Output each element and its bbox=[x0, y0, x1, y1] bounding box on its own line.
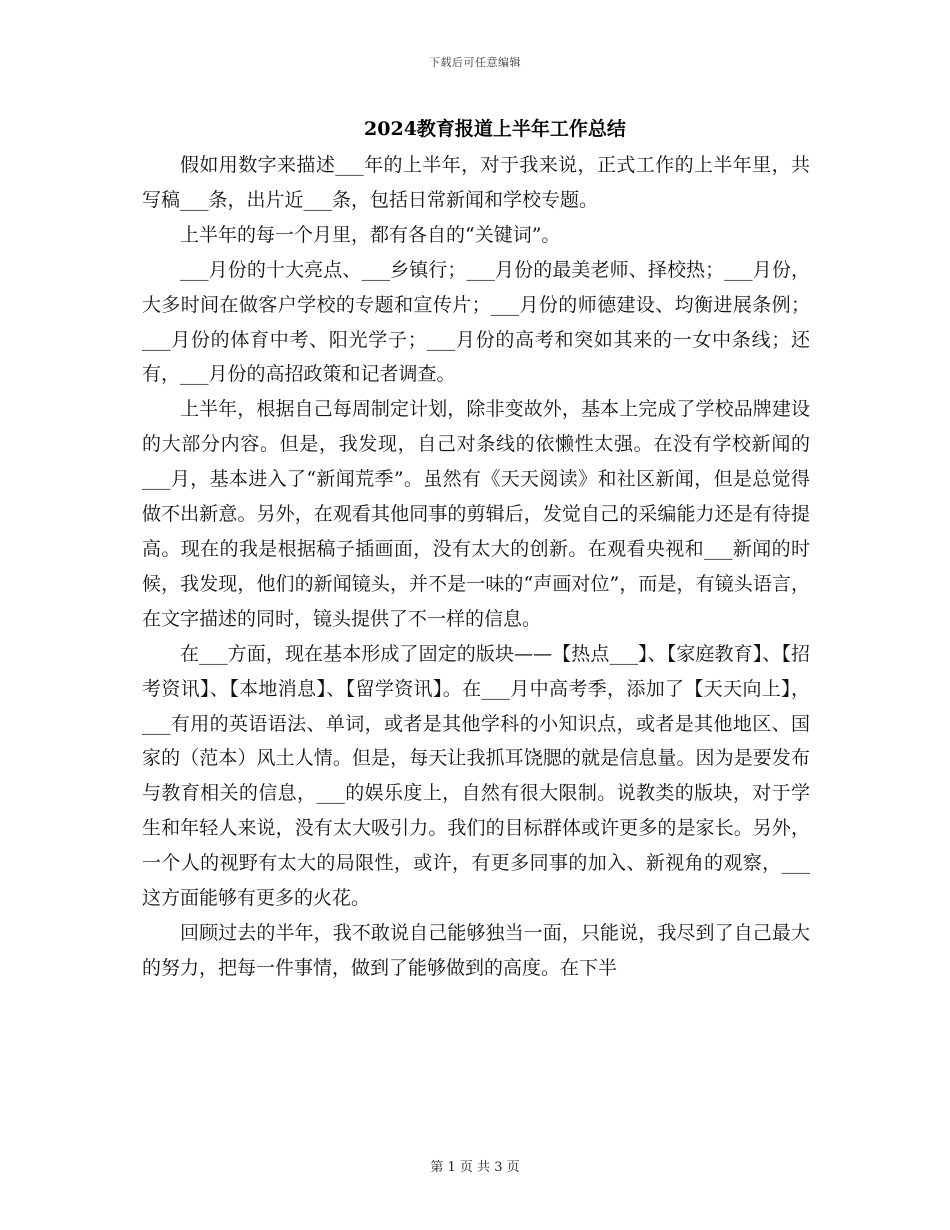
paragraph-6: 回顾过去的半年，我不敢说自己能够独当一面，只能说，我尽到了自己最大的努力，把每一件事情，做到了能够做到的高度。在下半 bbox=[142, 921, 810, 979]
paragraph-4: 上半年，根据自己每周制定计划，除非变故外，基本上完成了学校品牌建设的大部分内容。但是，我发现，自己对条线的依懒性太强。在没有学校新闻的___月，基本进入了“新闻荒季”。虽然有《天天阅读》和社区新闻，但是总觉得做不出新意。另外，在观看其他同事的剪辑后，发觉自己的采编能力还是有待提高。现在的我是根据稿子插画面，没有太大的创新。在观看央视和___新闻的时候，我发现，他们的新闻镜头，并不是一味的“声画对位”，而是，有镜头语言，在文字描述的同时，镜头提供了不一样的信息。 bbox=[142, 398, 810, 630]
paragraph-2: 上半年的每一个月里，都有各自的“关键词”。 bbox=[180, 223, 561, 246]
paragraph-1: 假如用数字来描述___年的上半年，对于我来说，正式工作的上半年里，共写稿___条，出片近___条，包括日常新闻和学校专题。 bbox=[142, 154, 810, 211]
document-title: 2024教育报道上半年工作总结 bbox=[364, 118, 626, 140]
page-number: 第 1 页 共 3 页 bbox=[430, 1160, 520, 1175]
document-body bbox=[142, 148, 810, 986]
paragraph-3: ___月份的十大亮点、___乡镇行；___月份的最美老师、择校热；___月份，大多时间在做客户学校的专题和宣传片；___月份的师德建设、均衡进展条例；___月份的体育中考、阳光学子；___月份的高考和突如其来的一女中条线；还有，___月份的高招政策和记者调查。 bbox=[142, 258, 810, 386]
header-note: 下载后可任意编辑 bbox=[429, 56, 521, 69]
paragraph-5: 在___方面，现在基本形成了固定的版块——【热点___】、【家庭教育】、【招考资讯】、【本地消息】、【留学资讯】。在___月中高考季，添加了【天天向上】，___有用的英语语法、单词，或者是其他学科的小知识点，或者是其他地区、国家的（范本）风土人情。但是，每天让我抓耳饶腮的就是信息量。因为是要发布与教育相关的信息，___的娱乐度上，自然有很大限制。说教类的版块，对于学生和年轻人来说，没有太大吸引力。我们的目标群体或许更多的是家长。另外，一个人的视野有太大的局限性，或许，有更多同事的加入、新视角的观察，___这方面能够有更多的火花。 bbox=[142, 642, 810, 910]
